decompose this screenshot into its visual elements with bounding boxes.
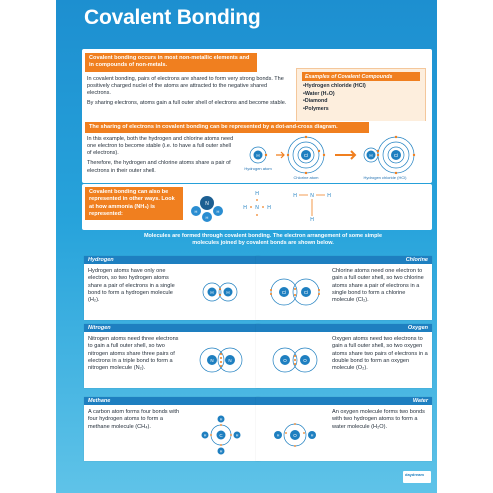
atom-symbol: Cl	[303, 290, 309, 295]
box-title: Chlorine	[256, 256, 432, 264]
intro-paragraph-1: In covalent bonding, pairs of electrons are shared to form very strong bonds. The positively charged nuclei of the atoms are attracted to the negative shared electrons.	[87, 76, 284, 97]
structural-symbol: N	[310, 193, 314, 199]
dot-cross-banner: The sharing of electrons in covalent bonding can be represented by a dot-and-cross diagram.	[85, 122, 369, 133]
dot-cross-symbol: N	[255, 205, 259, 211]
ball-symbol: H	[205, 215, 209, 220]
hydrogen-box	[84, 256, 260, 320]
box-title: Water	[256, 397, 432, 405]
dot-cross-symbol: H	[267, 205, 271, 211]
atom-symbol: H	[256, 153, 260, 158]
examples-title: Examples of Covalent Compounds	[302, 72, 420, 81]
example-item: • Polymers	[303, 106, 419, 114]
ammonia-ball-model	[187, 187, 227, 227]
ammonia-banner: Covalent bonding can also be represented in other ways. Look at how ammonia (NH₃) is represented:	[85, 187, 183, 220]
box-title: Oxygen	[256, 324, 432, 332]
dot-cross-symbol: H	[255, 191, 259, 197]
example-item: • Diamond	[303, 98, 419, 106]
box-text: An oxygen molecule forms two bonds with two hydrogen atoms to form a water molecule (H₂O).	[332, 409, 425, 430]
atom-symbol: H	[369, 153, 373, 158]
box-text: Oxygen atoms need two electrons to gain a full outer shell, so two oxygen atoms share two pairs of electrons in a double bond to form an oxygen molecule (O₂).	[332, 336, 428, 372]
ball-symbol: H	[216, 209, 220, 214]
dot-cross-paragraph-1: In this example, both the hydrogen and chlorine atoms need one electron to become stable (i.e. to have a full outer shell of electrons).	[87, 136, 234, 157]
structural-symbol: H	[310, 217, 314, 223]
example-item: • Hydrogen chloride (HCl)	[303, 83, 419, 91]
atom-symbol: H	[219, 417, 223, 422]
oxygen-box	[256, 324, 432, 388]
oxygen-molecule-diagram	[258, 336, 332, 384]
dot-cross-paragraph-2: Therefore, the hydrogen and chlorine atoms share a pair of electrons in their outer shell.	[87, 160, 231, 174]
intro-banner: Covalent bonding occurs in most non-metallic elements and in compounds of non-metals.	[85, 53, 257, 72]
atom-symbol: H	[235, 433, 239, 438]
example-item: • Water (H₂O)	[303, 91, 419, 99]
box-text: Hydrogen atoms have only one electron, so two hydrogen atoms share a pair of electrons in a single bond to form a hydrogen molecule (H₂).	[88, 268, 175, 304]
nitrogen-box	[84, 324, 260, 388]
atom-symbol: H	[219, 449, 223, 454]
structural-symbol: H	[293, 193, 297, 199]
atom-symbol: O	[293, 433, 297, 438]
ammonia-card	[82, 184, 432, 230]
box-title: Hydrogen	[84, 256, 260, 264]
brand-logo: daydream	[403, 471, 431, 483]
intro-paragraph-2: By sharing electrons, atoms gain a full outer shell of electrons and become stable.	[87, 100, 287, 107]
hcl-label: Hydrogen chloride (HCl)	[363, 175, 407, 180]
methane-molecule-diagram	[184, 409, 258, 457]
hydrogen-molecule-diagram	[184, 268, 258, 316]
atom-symbol: H	[203, 433, 207, 438]
water-molecule-diagram	[258, 409, 332, 457]
chlorine-molecule-diagram	[258, 268, 332, 316]
methane-box	[84, 397, 260, 461]
atom-symbol: H	[310, 433, 314, 438]
intro-text	[87, 76, 292, 111]
chlorine-box	[256, 256, 432, 320]
box-text: Chlorine atoms need one electron to gain a full outer shell, so two chlorine atoms share a pair of electrons in a single bond to form a chlorine molecule (Cl₂).	[332, 268, 424, 304]
nitrogen-molecule-diagram	[184, 336, 258, 384]
hydrogen-atom-label: Hydrogen atom	[244, 166, 272, 171]
box-title: Nitrogen	[84, 324, 260, 332]
atom-symbol: C	[219, 433, 223, 438]
atom-symbol: H	[210, 290, 214, 295]
atom-symbol: H	[276, 433, 280, 438]
atom-symbol: O	[303, 358, 307, 363]
dot-cross-symbol: H	[243, 205, 247, 211]
water-box	[256, 397, 432, 461]
box-text: A carbon atom forms four bonds with four hydrogen atoms to form a methane molecule (CH₄).	[88, 409, 180, 430]
hcl-diagram	[242, 133, 427, 181]
ball-symbol: N	[205, 201, 209, 207]
page-title: Covalent Bonding	[84, 6, 261, 29]
atom-symbol: Cl	[281, 290, 287, 295]
ammonia-structural	[287, 187, 337, 227]
atom-symbol: N	[228, 358, 232, 363]
structural-symbol: H	[327, 193, 331, 199]
dot-cross-text	[87, 136, 237, 178]
ammonia-dot-cross	[237, 187, 277, 227]
ball-symbol: H	[194, 209, 198, 214]
chlorine-atom-label: Chlorine atom	[293, 175, 319, 180]
atom-symbol: N	[210, 358, 214, 363]
atom-symbol: Cl	[303, 153, 309, 158]
poster	[56, 0, 437, 493]
examples-panel	[296, 68, 426, 124]
atom-symbol: Cl	[393, 153, 399, 158]
molecules-intro: Molecules are formed through covalent bonding. The electron arrangement of some simple molecules joined by covalent bonds are shown below.	[143, 233, 383, 247]
dot-cross-card	[82, 121, 432, 183]
atom-symbol: H	[226, 290, 230, 295]
box-title: Methane	[84, 397, 260, 405]
box-text: Nitrogen atoms need three electrons to gain a full outer shell, so two nitrogen atoms share three pairs of electrons in a triple bond to form a nitrogen molecule (N₂).	[88, 336, 179, 372]
atom-symbol: O	[283, 358, 287, 363]
examples-list	[297, 83, 425, 114]
